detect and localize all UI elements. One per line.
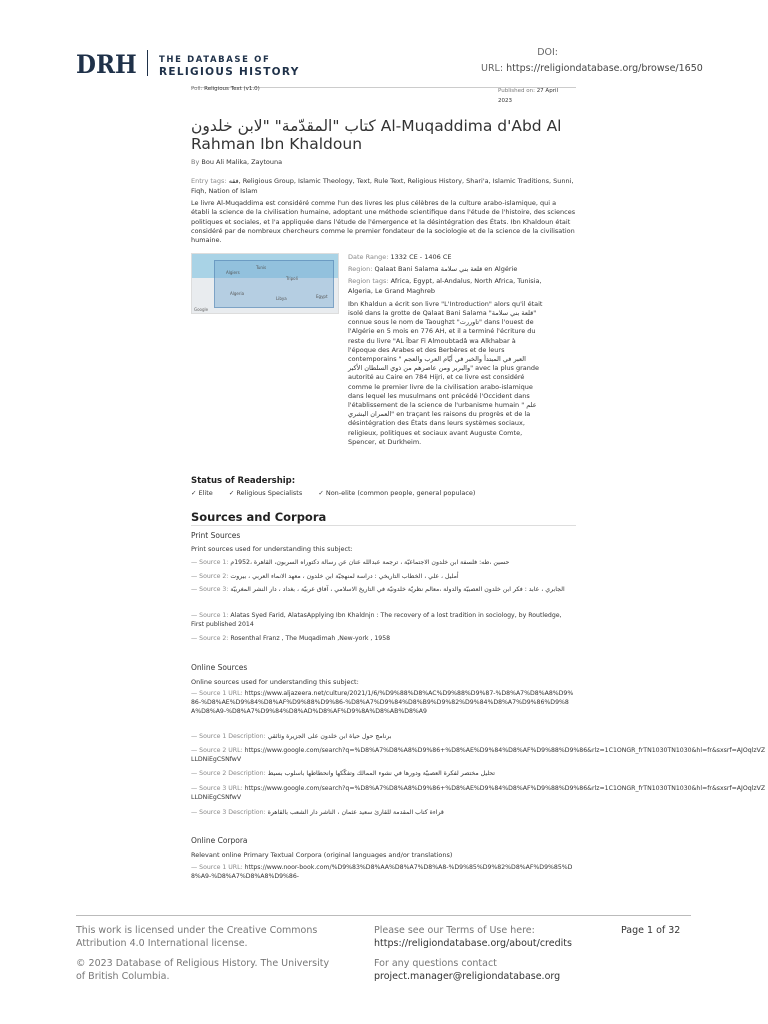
corpora-source-1-url <box>191 864 576 882</box>
print-source-2-en-label: — Source 2: <box>191 635 229 642</box>
date-range <box>348 253 543 262</box>
online-source-3-url-label: — Source 3 URL: <box>191 785 243 792</box>
online-corpora-heading: Online Corpora <box>191 836 248 845</box>
footer-divider <box>76 915 691 916</box>
print-source-1-ar-value: حسين ،طه: فلسفة ابن خلدون الاجتماعيّة ، ترجمة عبدالله عنان عن رسالة دكتوراه السربون، القاهرة ،1952م <box>230 559 510 566</box>
map-label-algeria: Algeria <box>230 291 245 296</box>
date-range-label: Date Range: <box>348 253 389 261</box>
page-number: Page 1 of 32 <box>621 925 681 936</box>
print-sources-heading: Print Sources <box>191 531 241 540</box>
footer-contact <box>374 958 614 983</box>
region-tags-label: Region tags: <box>348 277 389 286</box>
status-elite: ✓ Elite <box>191 489 213 497</box>
poll-label: Poll: <box>191 86 203 92</box>
sources-divider <box>191 525 576 526</box>
online-source-3-desc-value: قراءة كتاب المقدمة للقارئ سعيد عثمان ، الناشر دار الشعب بالقاهرة <box>267 809 444 816</box>
region-map[interactable] <box>191 253 339 314</box>
online-sources-desc: Online sources used for understanding this subject: <box>191 678 359 686</box>
map-label-tunis: Tunis <box>256 265 267 270</box>
print-source-3-ar-label: — Source 3: <box>191 586 229 593</box>
online-corpora-desc: Relevant online Primary Textual Corpora (original languages and/or translations) <box>191 851 453 859</box>
online-source-1-desc <box>191 733 391 742</box>
print-source-2-ar <box>191 573 459 582</box>
poll-value: Religious Text (v1.0) <box>204 86 260 92</box>
region-label: Region: <box>348 265 373 274</box>
region-description: Ibn Khaldun a écrit son livre "L'Introduction" alors qu'il était isolé dans la grotte de Qalaat Bani Salama "قلعة بني سلامة" connue sous le nom de Taoughzt "تاوررت" dans l'ouest de l'Algérie en 5 mois en 776 AH, et il a terminé l'écriture du reste du livre "AL Îbar Fi Almoubtadâ wa Alkhabar à l'époque des Arabes et des Berbères et de leurs contemporains " العبر في المبتدأ والخبر في أيّام العرب والعجم والبربر ومن عاصرهم من ذوي السلطان الأكبر" avec la plus grande autorité au Caire en 784 Hijri, et ce livre est considéré comme le premier livre de la civilisation arabo-islamique dans lequel les musulmans ont précédé l'Occident dans l'établissement de la science de l'urbanisme humain " علم العمران البشري" en traçant les raisons du progrès et de la désintégration des États dans leurs systèmes sociaux, religieux, politiques et sociaux avant Auguste Comte, Spencer, et Durkheim. <box>348 299 543 446</box>
region <box>348 265 543 274</box>
online-source-3-url-link[interactable]: https://www.google.com/search?q=%D8%A7%D8%A8%D9%86+%D8%AE%D9%84%D8%AF%D9%88%D9%86&rlz=1C1ONGR_frTN1030TN1030&hl=fr&sxsrf=AJOqlzVZLLDNiEgCSNfwV <box>191 785 766 801</box>
status-non-elite: ✓ Non-elite (common people, general populace) <box>318 489 476 497</box>
online-source-3-desc-label: — Source 3 Description: <box>191 809 266 816</box>
doi-label: DOI: <box>537 47 558 58</box>
url-label: URL: <box>481 63 504 74</box>
print-source-2-ar-label: — Source 2: <box>191 573 229 580</box>
region-tags-value[interactable]: Africa, Egypt, al-Andalus, North Africa, Tunisia, Algeria, Le Grand Maghreb <box>348 277 542 295</box>
map-label-algiers: Algiers <box>226 270 240 275</box>
print-source-1-ar <box>191 559 509 568</box>
date-range-value: 1332 CE - 1406 CE <box>390 253 452 261</box>
print-source-3-ar <box>191 586 576 595</box>
map-label-egypt: Egypt <box>316 294 328 299</box>
drh-logo: DRH <box>76 50 137 79</box>
online-sources-heading: Online Sources <box>191 663 248 672</box>
status-religious-specialists: ✓ Religious Specialists <box>228 489 303 497</box>
byline-authors[interactable]: Bou Ali Malika, Zaytouna <box>201 158 283 166</box>
print-source-2-en <box>191 635 390 644</box>
sources-heading: Sources and Corpora <box>191 510 327 524</box>
online-source-3-desc <box>191 809 444 818</box>
online-source-2-desc <box>191 770 495 779</box>
online-source-2-url-link[interactable]: https://www.google.com/search?q=%D8%A7%D8%A8%D9%86+%D8%AE%D9%84%D8%AF%D9%88%D9%86&rlz=1C1ONGR_frTN1030TN1030&hl=fr&sxsrf=AJOqlzVZLLDNiEgCSNfwV <box>191 747 766 763</box>
logo-wordmark <box>159 54 300 78</box>
logo-line-1: THE DATABASE OF <box>159 55 271 65</box>
map-label-libya: Libya <box>276 296 287 301</box>
entry-tags <box>191 177 576 196</box>
byline <box>191 158 282 166</box>
published-year: 2023 <box>498 98 512 104</box>
footer-terms-link[interactable]: https://religiondatabase.org/about/credits <box>374 937 572 949</box>
status-items <box>191 489 489 497</box>
online-source-2-url-label: — Source 2 URL: <box>191 747 243 754</box>
published-value: 27 April <box>536 88 559 94</box>
published-label: Published on: <box>498 88 535 94</box>
corpora-source-1-url-link[interactable]: https://www.noor-book.com/%D9%83%D8%AA%D8%A7%D8%A8-%D9%85%D9%82%D8%AF%D9%85%D8%A9-%D8%A7%D8%A8%D9%86- <box>191 864 573 880</box>
byline-label: By <box>191 158 200 166</box>
entry-tags-value[interactable]: فقه, Religious Group, Islamic Theology, Text, Rule Text, Religious History, Shari'a, Islamic Traditions, Sunni, Fiqh, Nation of Islam <box>191 177 574 195</box>
footer-license: This work is licensed under the Creative Commons Attribution 4.0 International license. <box>76 925 318 949</box>
map-region-shade <box>214 260 334 308</box>
region-value: Qalaat Bani Salama قلعة بني سلامة en Algérie <box>374 265 518 274</box>
page-title: كتاب "المقدّمة" "لابن خلدون Al-Muqaddima d'Abd Al Rahman Ibn Khaldoun <box>191 117 562 153</box>
print-source-1-en <box>191 612 576 630</box>
footer-contact-label: For any questions contact <box>374 958 497 969</box>
print-source-1-en-value: Alatas Syed Farid, AlatasApplying Ibn Khaldnjn : The recovery of a lost tradition in sociology, by Routledge, First published 2014 <box>191 612 562 628</box>
print-source-3-ar-value: الجابري ، عابد : فكر ابن خلدون العصبيّة والدولة ،معالم نظريّة خلدونيّة في التاريخ الاسلامي ، آفاق عربيّة ، بغداد ، دار النشر المغربيّة <box>230 586 565 593</box>
footer-terms-label: Please see our Terms of Use here: <box>374 925 535 936</box>
print-source-2-en-value: Rosenthal Franz , The Muqadimah ,New-york , 1958 <box>230 635 391 642</box>
online-source-1-url <box>191 690 576 716</box>
online-source-2-desc-value: تحليل مختصر لفكرة العصبيّة ودورها في نشوء الممالك وتفكّكها وانحطاطها باسلوب بسيط <box>267 770 495 777</box>
poll-info <box>191 86 260 92</box>
logo-divider <box>147 50 148 76</box>
online-source-1-url-label: — Source 1 URL: <box>191 690 243 697</box>
corpora-source-1-url-label: — Source 1 URL: <box>191 864 243 871</box>
logo-line-2: RELIGIOUS HISTORY <box>159 66 300 78</box>
intro-paragraph: Le livre Al-Muqaddima est considéré comme l'un des livres les plus célèbres de la culture arabo-islamique, qui a établi la science de la civilisation humaine, adoptant une méthode scientifique dans l'étude de l'histoire, des sciences politiques et sociales, et l'a appliquée dans l'étude de l'émergence et la désintégration des États. Ibn Khaldoun était considéré par de nombreux chercheurs comme le premier fondateur de la sociologie et de la science de la civilisation humaine. <box>191 199 576 245</box>
footer-copyright: © 2023 Database of Religious History. The University of British Columbia. <box>76 958 330 982</box>
url-line <box>481 63 703 74</box>
url-link[interactable]: https://religiondatabase.org/browse/1650 <box>506 63 703 74</box>
footer-contact-email[interactable]: project.manager@religiondatabase.org <box>374 970 561 982</box>
print-source-1-en-label: — Source 1: <box>191 612 229 619</box>
print-sources-desc: Print sources used for understanding this subject: <box>191 545 353 553</box>
online-source-3-url <box>191 785 767 803</box>
map-label-tripoli: Tripoli <box>286 276 298 281</box>
footer-terms <box>374 925 594 950</box>
status-heading: Status of Readership: <box>191 476 296 486</box>
details-panel <box>348 253 543 447</box>
online-source-1-url-link[interactable]: https://www.aljazeera.net/culture/2021/1/6/%D9%88%D8%AC%D9%88%D9%87-%D8%A7%D8%A8%D9%86-%D8%AE%D9%84%D8%AF%D9%88%D9%86-%D8%A7%D9%84%D8%B9%D9%82%D9%84%D8%A7%D9%86%D9%8A%D8%A9-%D8%A7%D9%84%D8%AD%D8%AF%D9%8A%D8%AB%D8%A9 <box>191 690 574 715</box>
published-info <box>498 86 558 106</box>
online-source-2-desc-label: — Source 2 Description: <box>191 770 266 777</box>
online-source-1-desc-label: — Source 1 Description: <box>191 733 266 740</box>
map-attribution: Google <box>194 307 209 312</box>
online-source-2-url <box>191 747 767 765</box>
entry-tags-label: Entry tags: <box>191 177 227 185</box>
region-tags <box>348 277 543 295</box>
print-source-1-ar-label: — Source 1: <box>191 559 229 566</box>
print-source-2-ar-value: أمليل ، علي ، الخطاب التاريخي : دراسة لمنهجيّة ابن خلدون ، معهد الانماء العربي ، بيروت <box>230 573 459 580</box>
online-source-1-desc-value: برنامج حول حياة ابن خلدون على الجزيرة وثائقي <box>267 733 392 740</box>
